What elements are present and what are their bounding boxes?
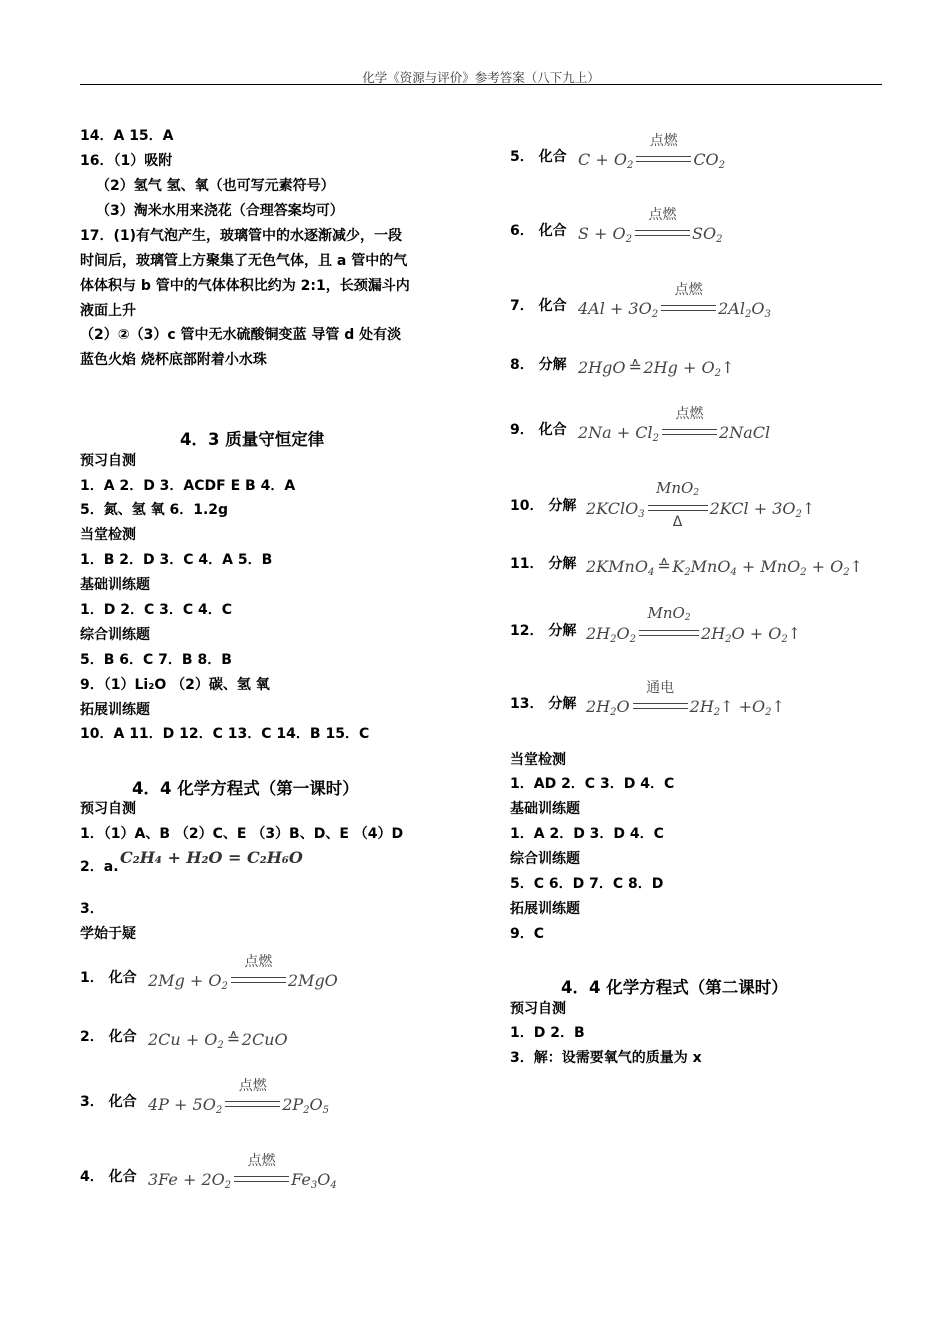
subheading: 预习自测 [80, 453, 136, 469]
answer-line: 1．（1）A、B （2）C、E （3）B、D、E （4）D [80, 826, 404, 842]
answer-line: 14．A 15．A [80, 128, 174, 144]
equation-label: 4． 化合 [80, 1169, 137, 1185]
reaction-condition: 点燃 [238, 1078, 267, 1094]
equation-label: 10． 分解 [510, 498, 577, 514]
equation-products: 2MgO [287, 971, 338, 990]
answer-line: 1．B 2．D 3．C 4．A 5．B [80, 552, 273, 568]
equation-reactants: $2H_2O_2$ [586, 624, 637, 645]
equation-label: 1． 化合 [80, 970, 137, 986]
equation-label: 9． 化合 [510, 422, 567, 438]
reaction-condition: MnO$_2$ [656, 479, 700, 498]
equation-reactants: 2KMnO$_4$ [586, 557, 655, 578]
equation-label: 2． 化合 [80, 1029, 137, 1045]
answer-line: 3． [80, 901, 104, 917]
equals-bar [648, 505, 708, 511]
answer-line: （2）氢气 氢、氧（也可写元素符号） [96, 178, 335, 194]
reaction-condition: 通电 [646, 680, 675, 696]
section-title: 4．3 质量守恒定律 [180, 430, 325, 449]
subheading: 预习自测 [80, 801, 136, 817]
equation-label: 5． 化合 [510, 149, 567, 165]
equation-products: $2Hg + O_2↑$ [643, 358, 735, 379]
answer-line: 9．C [510, 926, 545, 942]
equals-bar [639, 630, 699, 636]
equation-products: $SO_2$ [692, 224, 723, 245]
equation-label: 6． 化合 [510, 223, 567, 239]
equation-reactants: $S + O_2$ [578, 224, 633, 245]
equation-label: 12． 分解 [510, 623, 577, 639]
equation-reactants: $C + O_2$ [578, 150, 634, 171]
answer-line: 5．C 6．D 7．C 8．D [510, 876, 664, 892]
equation-products: $2KCl + 3O_2↑$ [709, 499, 816, 520]
equals-bar [636, 156, 691, 162]
subheading: 综合训练题 [80, 627, 150, 643]
page-header: 化学《资源与评价》参考答案（八下九上） [362, 70, 600, 85]
reaction-condition: 点燃 [649, 133, 678, 149]
answer-line: 蓝色火焰 烧杯底部附着小水珠 [80, 352, 267, 368]
equation-reactants: $2H_2O$ [586, 697, 630, 718]
answer-line: 体体积与 b 管中的气体体积比约为 2:1，长颈漏斗内 [80, 278, 410, 294]
answer-line: 17．(1)有气泡产生，玻璃管中的水逐渐减少，一段 [80, 228, 403, 244]
equation-reactants: $4Al + 3O_2$ [578, 299, 659, 320]
equation-reactants: $2Cu + O_2$ [148, 1030, 224, 1051]
header-rule [80, 84, 882, 85]
subheading: 基础训练题 [80, 577, 150, 593]
equation-reactants: 2KClO$_3$ [586, 499, 645, 520]
equation-image: C₂H₄ + H₂O = C₂H₆O [120, 848, 303, 867]
equation-reactants: $2Na + Cl_2$ [578, 423, 660, 444]
equation-reactants: $4P + 5O_2$ [148, 1095, 223, 1116]
subheading: 拓展训练题 [80, 702, 150, 718]
equation-label: 8． 分解 [510, 357, 567, 373]
equation-products: $Fe_3O_4$ [291, 1170, 337, 1191]
equation-products: $2H_2↑$ $+O_2↑$ [689, 697, 785, 718]
reaction-condition: 点燃 [244, 954, 273, 970]
reaction-condition: 点燃 [675, 406, 704, 422]
reaction-condition: MnO$_2$ [647, 604, 691, 623]
answer-line: （3）淘米水用来浇花（合理答案均可） [96, 203, 344, 219]
equals-bar [635, 230, 690, 236]
equation-products: $2H_2O$ + $O_2↑$ [701, 624, 802, 645]
answer-line: 1．D 2．B [510, 1025, 585, 1041]
answer-line: 3．解：设需要氧气的质量为 x [510, 1050, 702, 1066]
equation-reactants: 2HgO [578, 358, 626, 377]
subheading: 拓展训练题 [510, 901, 580, 917]
reaction-condition: 点燃 [674, 282, 703, 298]
answer-line: 1．AD 2．C 3．D 4．C [510, 776, 675, 792]
equals-bar [633, 703, 688, 709]
equation-products: $CO_2$ [693, 150, 726, 171]
answer-label: 2．a. [80, 859, 119, 875]
reaction-condition-below: Δ [672, 514, 683, 530]
answer-line: 5．B 6．C 7．B 8．B [80, 652, 232, 668]
section-title: 4．4 化学方程式（第二课时） [561, 978, 788, 997]
answer-line: 9．（1）Li₂O （2）碳、氢 氧 [80, 677, 270, 693]
answer-line: 16．（1）吸附 [80, 153, 173, 169]
answer-line: 5．氮、氢 氧 6．1.2g [80, 502, 229, 518]
subheading: 学始于疑 [80, 926, 136, 942]
reaction-condition: 点燃 [648, 207, 677, 223]
subheading: 当堂检测 [80, 527, 136, 543]
equals-bar [225, 1101, 280, 1107]
heat-equals-sign: ≙ [628, 357, 642, 376]
section-title: 4．4 化学方程式（第一课时） [132, 779, 359, 798]
equals-bar [231, 977, 286, 983]
heat-equals-sign: ≙ [657, 556, 671, 575]
answer-line: 1．D 2．C 3．C 4．C [80, 602, 233, 618]
equation-label: 3． 化合 [80, 1094, 137, 1110]
subheading: 综合训练题 [510, 851, 580, 867]
answer-line: 1．A 2．D 3．ACDF E B 4．A [80, 478, 296, 494]
equation-label: 7． 化合 [510, 298, 567, 314]
heat-equals-sign: ≙ [226, 1029, 241, 1048]
answer-line: 10．A 11．D 12．C 13．C 14．B 15．C [80, 726, 370, 742]
answer-line: （2）②（3）c 管中无水硫酸铜变蓝 导管 d 处有淡 [80, 327, 402, 343]
equation-products: 2CuO [241, 1030, 288, 1049]
equals-bar [661, 305, 716, 311]
equals-bar [662, 429, 717, 435]
equation-label: 11． 分解 [510, 556, 577, 572]
equation-label: 13． 分解 [510, 696, 577, 712]
subheading: 当堂检测 [510, 752, 566, 768]
answer-line: 时间后，玻璃管上方聚集了无色气体，且 a 管中的气 [80, 253, 408, 269]
reaction-condition: 点燃 [247, 1153, 276, 1169]
answer-line: 1．A 2．D 3．D 4．C [510, 826, 664, 842]
subheading: 基础训练题 [510, 801, 580, 817]
equation-products: 2NaCl [719, 423, 771, 442]
equation-products: $2P_2O_5$ [282, 1095, 330, 1116]
equation-reactants: $2Mg + O_2$ [148, 971, 228, 992]
subheading: 预习自测 [510, 1001, 566, 1017]
equation-reactants: $3Fe + 2O_2$ [148, 1170, 232, 1191]
equation-products: $2Al_2O_3$ [718, 299, 771, 320]
answer-line: 液面上升 [80, 303, 136, 319]
equation-products: $K_2MnO_4 + MnO_2$ + $O_2↑$ [672, 557, 864, 578]
equals-bar [234, 1176, 289, 1182]
